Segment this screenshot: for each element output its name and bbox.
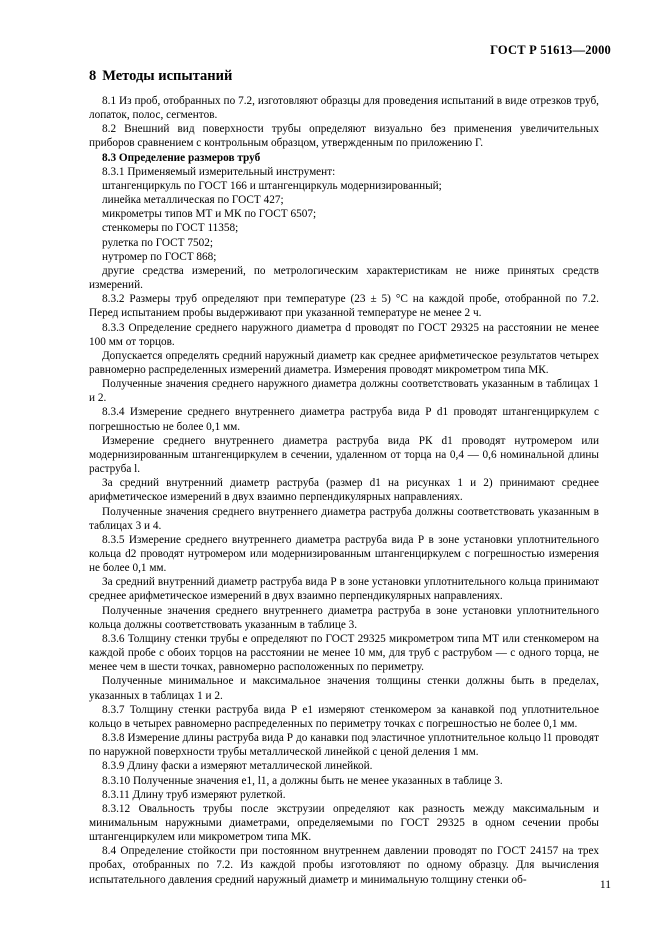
paragraph: Допускается определять средний наружный диаметр как среднее арифметическое результатов четырех равномерно распределенных измерений диаметра. Измерения проводят микрометром типа МК. bbox=[89, 349, 599, 376]
page-number: 11 bbox=[599, 879, 611, 891]
list-item: штангенциркуль по ГОСТ 166 и штангенциркуль модернизированный; bbox=[102, 179, 442, 192]
document-header: ГОСТ Р 51613—2000 bbox=[490, 43, 611, 57]
list-item: линейка металлическая по ГОСТ 427; bbox=[102, 194, 284, 207]
paragraph: 8.3.1 Применяемый измерительный инструмент: bbox=[102, 165, 336, 178]
paragraph: 8.4 Определение стойкости при постоянном внутреннем давлении проводят по ГОСТ 24157 на трех пробах, отобранных по 7.2. Из каждой пробы изготовляют по одному образцу. Для вычисления испытательного давления средний наружный диаметр и минимальную толщину стенки об- bbox=[89, 845, 599, 886]
section-heading bbox=[89, 68, 232, 85]
paragraph: 8.3.3 Определение среднего наружного диаметра d проводят по ГОСТ 29325 на расстоянии не менее 100 мм от торцов. bbox=[89, 321, 599, 348]
paragraph: 8.3.8 Измерение длины раструба вида Р до канавки под эластичное уплотнительное кольцо l1 проводят по наружной поверхности трубы металлической линейкой с ценой деления 1 мм. bbox=[89, 732, 599, 759]
paragraph: 8.3.7 Толщину стенки раструба вида Р e1 измеряют стенкомером за канавкой под уплотнительное кольцо в четырех равномерно распределенных по периметру точках с погрешностью не более 0,1 мм. bbox=[89, 703, 599, 730]
paragraph: Полученные минимальное и максимальное значения толщины стенки должны быть в пределах, указанных в таблицах 1 и 2. bbox=[89, 675, 599, 702]
paragraph: 8.3.9 Длину фаски a измеряют металлической линейкой. bbox=[102, 760, 373, 773]
document-body bbox=[89, 94, 599, 887]
list-item: микрометры типов МТ и МК по ГОСТ 6507; bbox=[102, 208, 317, 221]
paragraph: 8.3.6 Толщину стенки трубы e определяют по ГОСТ 29325 микрометром типа МТ или стенкомером на каждой пробе с обоих торцов на расстоянии не менее 10 мм, для труб с раструбом — с одного торца, не менее чем в шести точках, равномерно расположенных по периметру. bbox=[89, 632, 599, 674]
paragraph: 8.3.11 Длину труб измеряют рулеткой. bbox=[102, 788, 286, 801]
paragraph: 8.3.12 Овальность трубы после экструзии определяют как разность между максимальным и минимальным наружными диаметрами, определяемыми по ГОСТ 29325 в одном сечении пробы штангенциркулем или микрометром типа МК. bbox=[89, 802, 599, 844]
paragraph: 8.3.10 Полученные значения e1, l1, a должны быть не менее указанных в таблице 3. bbox=[102, 774, 503, 787]
subsection-heading: 8.3 Определение размеров труб bbox=[102, 151, 261, 164]
paragraph: 8.2 Внешний вид поверхности трубы определяют визуально без применения увеличительных приборов сравнением с контрольным образцом, утвержденным по приложению Г. bbox=[89, 123, 599, 150]
paragraph: Полученные значения среднего внутреннего диаметра раструба должны соответствовать указанным в таблицах 3 и 4. bbox=[89, 505, 599, 532]
list-item: нутромер по ГОСТ 868; bbox=[102, 250, 217, 263]
paragraph: За средний внутренний диаметр раструба (размер d1 на рисунках 1 и 2) принимают среднее арифметическое измерений в двух взаимно перпендикулярных направлениях. bbox=[89, 477, 599, 504]
list-item: рулетка по ГОСТ 7502; bbox=[102, 236, 213, 249]
section-number: 8 bbox=[89, 68, 97, 84]
paragraph: 8.3.2 Размеры труб определяют при температуре (23 ± 5) °С на каждой пробе, отобранной по 7.2. Перед испытанием пробы выдерживают при указанной температуре не менее 2 ч. bbox=[89, 293, 599, 320]
paragraph: 8.3.5 Измерение среднего внутреннего диаметра раструба вида Р в зоне установки уплотнительного кольца d2 проводят нутромером или модернизированным штангенциркулем с погрешностью измерения не более 0,1 мм. bbox=[89, 533, 599, 575]
paragraph: 8.3.4 Измерение среднего внутреннего диаметра раструба вида Р d1 проводят штангенциркулем с погрешностью не более 0,1 мм. bbox=[89, 406, 599, 433]
list-item: другие средства измерений, по метрологическим характеристикам не ниже принятых средств измерений. bbox=[89, 264, 599, 292]
section-title: Методы испытаний bbox=[102, 68, 233, 84]
paragraph: Измерение среднего внутреннего диаметра раструба вида РК d1 проводят нутромером или модернизированным штангенциркулем в сечении, удаленном от торца на 0,4 — 0,6 номинальной длины раструба l. bbox=[89, 434, 599, 476]
paragraph: За средний внутренний диаметр раструба вида Р в зоне установки уплотнительного кольца принимают среднее арифметическое измерений в двух взаимно перпендикулярных направлениях. bbox=[89, 576, 599, 603]
paragraph: 8.1 Из проб, отобранных по 7.2, изготовляют образцы для проведения испытаний в виде отрезков труб, лопаток, полос, сегментов. bbox=[89, 95, 599, 122]
list-item: стенкомеры по ГОСТ 11358; bbox=[102, 222, 239, 235]
paragraph: Полученные значения среднего наружного диаметра должны соответствовать указанным в таблицах 1 и 2. bbox=[89, 378, 599, 405]
paragraph: Полученные значения среднего внутреннего диаметра раструба в зоне установки уплотнительного кольца должны соответствовать указанным в таблице 3. bbox=[89, 604, 599, 631]
